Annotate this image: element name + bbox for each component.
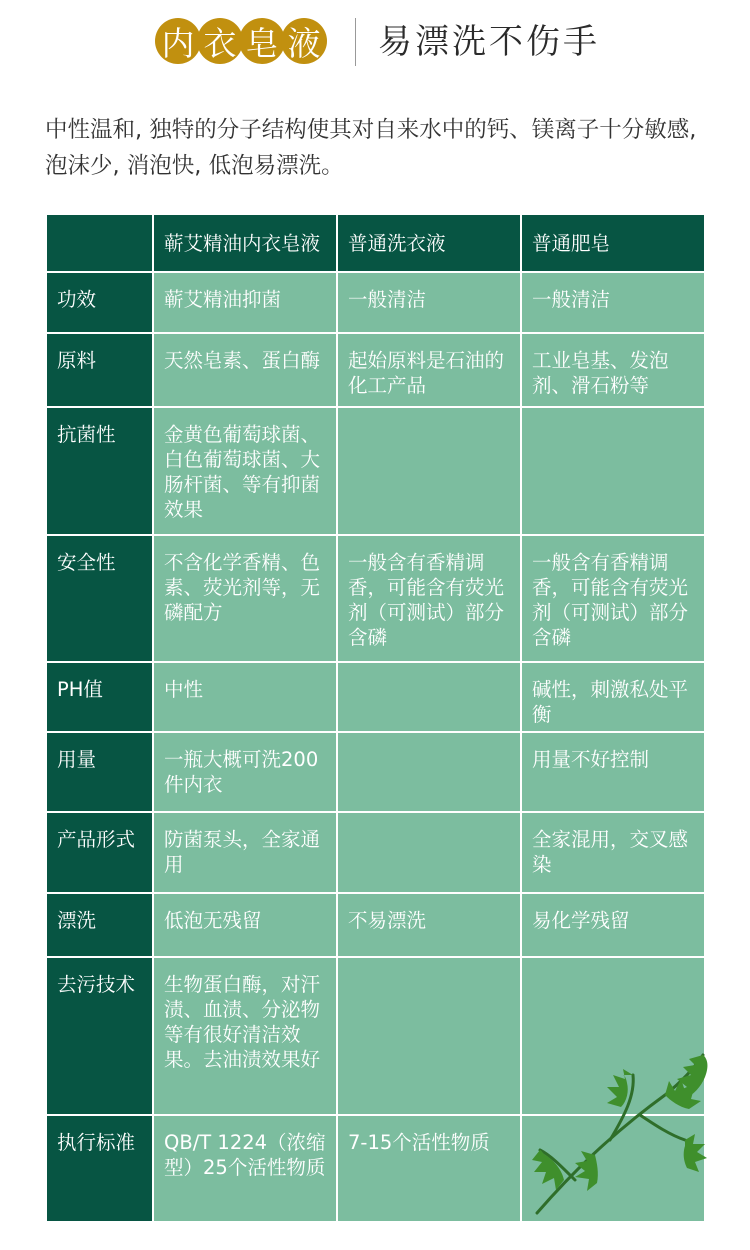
table-row [46,333,705,407]
product-description: 中性温和, 独特的分子结构使其对自来水中的钙、镁离子十分敏感, 泡沫少, 消泡快, 低泡易漂洗。 [45,117,697,179]
table-cell: 工业皂基、发泡剂、滑石粉等 [521,333,705,407]
page-header [0,12,750,72]
table-cell: 一般清洁 [337,272,521,333]
table-cell [337,662,521,732]
table-cell [521,407,705,535]
table-cell: 一般含有香精调香，可能含有荧光剂（可测试）部分含磷 [521,535,705,662]
table-cell: 一瓶大概可洗200件内衣 [153,732,337,812]
title-divider [355,18,356,66]
title-badge-char: 内 [155,18,201,64]
table-cell [337,407,521,535]
table-row [46,662,705,732]
row-label: 漂洗 [46,893,153,957]
table-cell: 碱性，刺激私处平衡 [521,662,705,732]
row-label: 抗菌性 [46,407,153,535]
table-cell [337,957,521,1115]
table-header-row [46,214,705,272]
table-cell: 金黄色葡萄球菌、白色葡萄球菌、大肠杆菌、等有抑菌效果 [153,407,337,535]
table-cell: 不易漂洗 [337,893,521,957]
row-label: 产品形式 [46,812,153,893]
table-cell [337,732,521,812]
title-badge-char: 皂 [239,18,285,64]
table-cell: 7-15个活性物质 [337,1115,521,1222]
herb-leaf-icon [515,1035,710,1220]
table-row [46,535,705,662]
title-badge-char: 衣 [197,18,243,64]
table-cell: 防菌泵头，全家通用 [153,812,337,893]
table-cell: 全家混用，交叉感染 [521,812,705,893]
table-row [46,893,705,957]
row-label: PH值 [46,662,153,732]
row-label: 安全性 [46,535,153,662]
row-label: 用量 [46,732,153,812]
table-header-cell: 普通肥皂 [521,214,705,272]
table-header-cell: 蕲艾精油内衣皂液 [153,214,337,272]
title-badges [155,18,323,64]
title-badge-char: 液 [281,18,327,64]
row-label: 功效 [46,272,153,333]
table-cell: QB/T 1224（浓缩型）25个活性物质 [153,1115,337,1222]
row-label: 执行标准 [46,1115,153,1222]
table-cell: 一般清洁 [521,272,705,333]
table-cell: 用量不好控制 [521,732,705,812]
table-cell: 一般含有香精调香，可能含有荧光剂（可测试）部分含磷 [337,535,521,662]
table-cell: 起始原料是石油的化工产品 [337,333,521,407]
table-cell: 生物蛋白酶，对汗渍、血渍、分泌物等有很好清洁效果。去油渍效果好 [153,957,337,1115]
table-cell: 中性 [153,662,337,732]
table-cell: 低泡无残留 [153,893,337,957]
table-row [46,812,705,893]
page-subtitle: 易漂洗不伤手 [378,22,600,62]
row-label: 原料 [46,333,153,407]
table-row [46,407,705,535]
table-cell: 蕲艾精油抑菌 [153,272,337,333]
table-header-cell [46,214,153,272]
table-cell: 不含化学香精、色素、荧光剂等，无磷配方 [153,535,337,662]
table-cell: 天然皂素、蛋白酶 [153,333,337,407]
table-cell [337,812,521,893]
row-label: 去污技术 [46,957,153,1115]
table-row [46,732,705,812]
table-row [46,272,705,333]
table-header-cell: 普通洗衣液 [337,214,521,272]
table-cell: 易化学残留 [521,893,705,957]
